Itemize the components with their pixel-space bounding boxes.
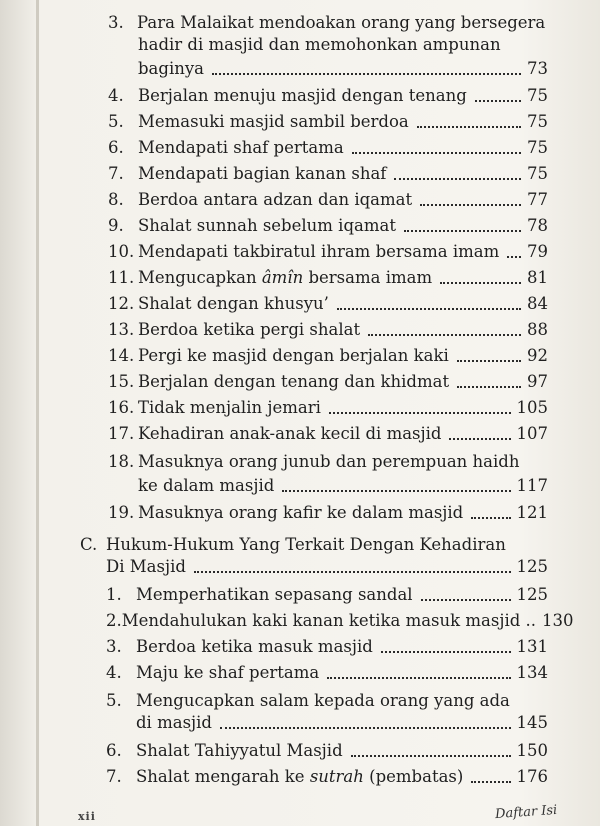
toc-item-num: 5. — [108, 112, 124, 131]
footer-running-title: Daftar Isi — [494, 802, 558, 823]
leader-dots — [475, 99, 521, 102]
toc-item-page: 75 — [527, 86, 548, 105]
toc-item-title: Berjalan menuju masjid dengan tenang — [138, 86, 467, 105]
toc-item-page: 134 — [516, 663, 548, 682]
toc-item-18-line2[interactable] — [138, 475, 548, 497]
toc-item[interactable] — [106, 584, 548, 606]
toc-item-title: Mendapati takbiratul ihram bersama imam — [138, 242, 500, 261]
toc-item-num: 3. — [106, 637, 122, 656]
toc-item-page: 125 — [516, 585, 548, 604]
toc-item-title: Kehadiran anak-anak kecil di masjid — [138, 424, 442, 443]
toc-item-title: Mengucapkan salam kepada orang yang ada — [136, 691, 510, 710]
toc-item[interactable] — [106, 766, 548, 788]
leader-dots — [457, 385, 521, 388]
toc-item-title: Shalat dengan khusyu’ — [138, 294, 329, 313]
toc-item[interactable] — [108, 397, 548, 419]
toc-item-page: 107 — [516, 424, 548, 443]
toc-item-num: 15. — [108, 372, 135, 391]
toc-item-page: 117 — [516, 476, 548, 495]
toc-item-num: 13. — [108, 320, 135, 339]
toc-item[interactable] — [108, 111, 548, 133]
toc-item-page: 97 — [527, 372, 548, 391]
leader-dots — [394, 177, 521, 180]
toc-item[interactable] — [108, 241, 548, 263]
toc-item[interactable] — [106, 740, 548, 762]
footer-page-number: xii — [78, 810, 96, 823]
toc-item-title: Berdoa ketika pergi shalat — [138, 320, 361, 339]
toc-item-page: 145 — [516, 713, 548, 732]
leader-dots — [421, 598, 511, 601]
toc-item-num: 7. — [108, 164, 124, 183]
leader-dots — [337, 307, 521, 310]
leader-dots — [194, 570, 511, 573]
leader-dots — [471, 516, 510, 519]
leader-dots — [471, 780, 510, 783]
toc-item-title: Berjalan dengan tenang dan khidmat — [138, 372, 450, 391]
toc-item-title: Mengucapkan âmîn bersama imam — [138, 268, 433, 287]
toc-item-3-line2: hadir di masjid dan memohonkan ampunan — [138, 35, 501, 54]
toc-item-num: 14. — [108, 346, 135, 365]
toc-item-title: Masuknya orang kafir ke dalam masjid — [138, 503, 464, 522]
toc-item-title: ke dalam masjid — [138, 476, 275, 495]
toc-item[interactable] — [108, 423, 548, 445]
toc-item-num: 2. — [106, 611, 122, 630]
toc-item[interactable] — [108, 293, 548, 315]
section-c-heading-line1 — [80, 534, 506, 556]
leader-dots — [220, 726, 511, 729]
leader-dots — [381, 650, 511, 653]
leader-dots — [368, 333, 521, 336]
toc-item-title: Mendahulukan kaki kanan ketika masuk masjid .. — [121, 611, 537, 630]
toc-item[interactable] — [108, 189, 548, 211]
toc-item-c5-line2[interactable] — [136, 712, 548, 734]
leader-dots — [329, 411, 511, 414]
toc-item[interactable] — [108, 163, 548, 185]
toc-item-page: 75 — [527, 138, 548, 157]
toc-item[interactable] — [108, 85, 548, 107]
toc-item-page: 75 — [527, 112, 548, 131]
toc-item-page: 81 — [527, 268, 548, 287]
section-title: Hukum-Hukum Yang Terkait Dengan Kehadiran — [106, 535, 506, 554]
leader-dots — [417, 125, 521, 128]
leader-dots — [507, 255, 521, 258]
toc-item-page: 79 — [527, 242, 548, 261]
toc-item[interactable] — [106, 662, 548, 684]
toc-item-page: 75 — [527, 164, 548, 183]
toc-item-3-line1 — [108, 12, 545, 34]
toc-item-num: 4. — [108, 86, 124, 105]
toc-item-title: Berdoa ketika masuk masjid — [136, 637, 373, 656]
toc-item-page: 92 — [527, 346, 548, 365]
toc-item-num: 19. — [108, 503, 135, 522]
leader-dots — [457, 359, 521, 362]
toc-item-num: 4. — [106, 663, 122, 682]
toc-item-page: 88 — [527, 320, 548, 339]
toc-item-num: 5. — [106, 691, 122, 710]
toc-item-page: 78 — [527, 216, 548, 235]
toc-item-num: 7. — [106, 767, 122, 786]
toc-item-num: 10. — [108, 242, 135, 261]
leader-dots — [449, 437, 510, 440]
toc-item[interactable] — [108, 215, 548, 237]
toc-item-num: 18. — [108, 452, 135, 471]
leader-dots — [351, 754, 511, 757]
leader-dots — [212, 72, 521, 75]
leader-dots — [352, 151, 521, 154]
toc-item[interactable] — [106, 636, 548, 658]
toc-item-title: Maju ke shaf pertama — [136, 663, 320, 682]
toc-item-title: Masuknya orang junub dan perempuan haidh — [138, 452, 520, 471]
toc-item-page: 131 — [516, 637, 548, 656]
toc-item-num: 12. — [108, 294, 135, 313]
toc-item-num: 8. — [108, 190, 124, 209]
toc-item-num: 1. — [106, 585, 122, 604]
toc-item-page: 77 — [527, 190, 548, 209]
toc-item-page: 84 — [527, 294, 548, 313]
toc-item-title: Mendapati shaf pertama — [138, 138, 344, 157]
toc-item-num: 9. — [108, 216, 124, 235]
toc-item-title: Memperhatikan sepasang sandal — [136, 585, 413, 604]
toc-item[interactable] — [108, 267, 548, 289]
toc-item-page: 121 — [516, 503, 548, 522]
leader-dots — [420, 203, 521, 206]
toc-item-title: baginya — [138, 59, 205, 78]
toc-item[interactable] — [108, 137, 548, 159]
toc-item-3-line3[interactable] — [138, 58, 548, 80]
toc-item-page: 176 — [516, 767, 548, 786]
toc-item-title: Para Malaikat mendoakan orang yang bersegera — [137, 13, 546, 32]
leader-dots — [327, 676, 510, 679]
toc-item-title: Berdoa antara adzan dan iqamat — [138, 190, 413, 209]
section-page: 125 — [516, 557, 548, 576]
toc-item-page: 73 — [527, 59, 548, 78]
leader-dots — [440, 281, 521, 284]
toc-item-title: Pergi ke masjid dengan berjalan kaki — [138, 346, 449, 365]
toc-item[interactable] — [108, 371, 548, 393]
toc-item-num: 6. — [108, 138, 124, 157]
section-label: C. — [80, 535, 98, 554]
toc-item-num: 3. — [108, 13, 124, 32]
section-title: Di Masjid — [106, 557, 186, 576]
leader-dots — [282, 489, 510, 492]
leader-dots — [404, 229, 521, 232]
toc-item[interactable] — [108, 319, 548, 341]
toc-item-page: 105 — [516, 398, 548, 417]
toc-item[interactable] — [108, 345, 548, 367]
toc-item-title: Memasuki masjid sambil berdoa — [138, 112, 409, 131]
toc-item-num: 11. — [108, 268, 135, 287]
toc-item-title: Shalat sunnah sebelum iqamat — [138, 216, 396, 235]
toc-item[interactable] — [106, 610, 574, 632]
toc-item-c5-line1 — [106, 690, 510, 712]
toc-item-page: 150 — [516, 741, 548, 760]
toc-item-title: Mendapati bagian kanan shaf — [138, 164, 387, 183]
toc-item-title: di masjid — [136, 713, 212, 732]
toc-item[interactable] — [108, 502, 548, 524]
toc-item-num: 16. — [108, 398, 135, 417]
toc-item-page: 130 — [542, 611, 574, 630]
toc-item-title: Tidak menjalin jemari — [138, 398, 321, 417]
toc-item-num: 17. — [108, 424, 135, 443]
section-c-heading-line2[interactable] — [106, 556, 548, 578]
toc-item-title: Shalat mengarah ke sutrah (pembatas) — [136, 767, 464, 786]
toc-item-num: 6. — [106, 741, 122, 760]
toc-item-title: Shalat Tahiyyatul Masjid — [136, 741, 343, 760]
toc-item-18-line1 — [108, 451, 519, 473]
